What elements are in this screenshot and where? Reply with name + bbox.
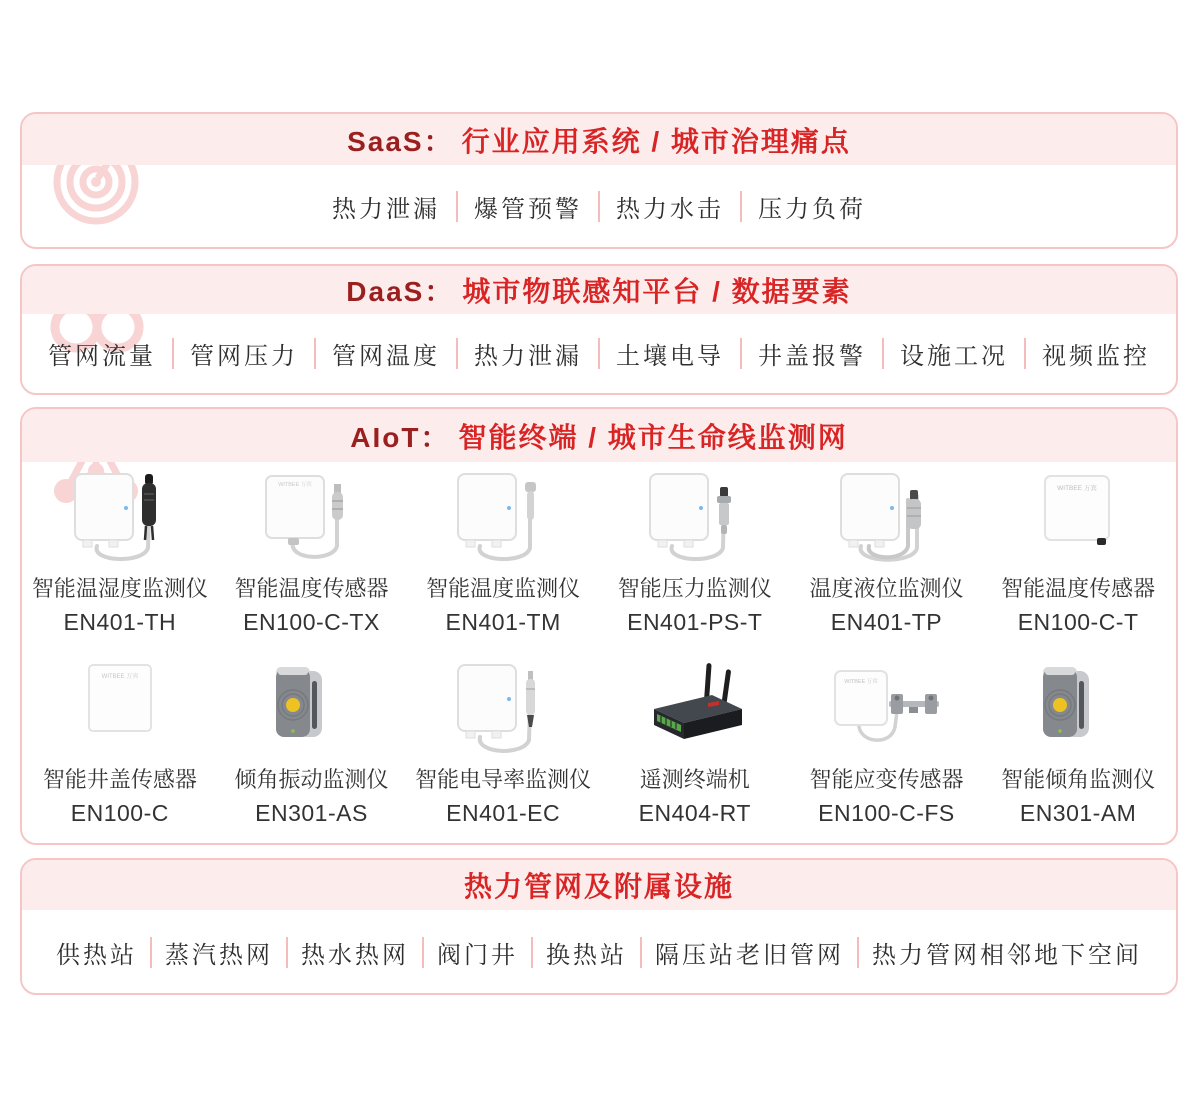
list-item: 管网压力 — [173, 336, 315, 371]
saas-title — [347, 120, 851, 160]
product-model: EN401-TP — [830, 609, 943, 635]
product-name: 温度液位监测仪 — [809, 576, 964, 601]
product-name: 倾角振动监测仪 — [234, 767, 389, 792]
product-model: EN301-AS — [255, 800, 368, 826]
list-item: 设施工况 — [883, 336, 1025, 371]
product-model: EN404-RT — [638, 800, 751, 826]
daas-title — [346, 270, 851, 310]
device-tilt-vibration-monitor-image — [236, 661, 386, 757]
list-item: 井盖报警 — [741, 336, 883, 371]
device-temp-monitor-image — [428, 470, 578, 566]
product-name: 智能井盖传感器 — [42, 767, 197, 792]
list-item: 热力水击 — [599, 189, 741, 224]
device-manhole-sensor-image — [45, 661, 195, 757]
product-model: EN401-TM — [445, 609, 561, 635]
panel-daas — [20, 264, 1178, 395]
product-name: 智能电导率监测仪 — [415, 767, 592, 792]
product-cell — [216, 661, 408, 845]
daas-header-band — [22, 266, 1176, 314]
device-temp-level-monitor-image — [811, 470, 961, 566]
svg-text:WITBEE 万宾: WITBEE 万宾 — [1057, 485, 1097, 492]
product-name: 遥测终端机 — [639, 767, 750, 792]
product-cell — [599, 661, 791, 845]
svg-text:WITBEE 万宾: WITBEE 万宾 — [844, 679, 879, 685]
svg-text:WITBEE 万宾: WITBEE 万宾 — [101, 674, 139, 680]
product-cell — [407, 470, 599, 661]
device-strain-sensor-image — [811, 661, 961, 757]
svg-text:WITBEE 万宾: WITBEE 万宾 — [278, 482, 313, 488]
product-name: 智能温度传感器 — [1001, 576, 1156, 601]
product-model: EN100-C-T — [1017, 609, 1139, 635]
product-cell — [24, 661, 216, 845]
saas-items — [22, 165, 1176, 247]
daas-title-prefix: DaaS： — [346, 276, 455, 307]
list-item: 压力负荷 — [741, 189, 883, 224]
aiot-header-band — [22, 409, 1176, 462]
aiot-title-main: 智能终端 / 城市生命线监测网 — [458, 421, 848, 453]
product-cell — [407, 661, 599, 845]
facilities-title-main: 热力管网及附属设施 — [463, 871, 734, 902]
device-temp-sensor-image — [236, 470, 386, 566]
product-model: EN100-C-FS — [818, 800, 955, 826]
list-item: 热水热网 — [287, 935, 423, 970]
product-model: EN100-C — [70, 800, 169, 826]
list-item: 热力管网相邻地下空间 — [858, 935, 1156, 970]
list-item: 管网温度 — [315, 336, 457, 371]
product-name: 智能温度传感器 — [234, 576, 389, 601]
list-item: 热力泄漏 — [332, 195, 440, 223]
panel-saas — [20, 112, 1178, 249]
product-model: EN100-C-TX — [243, 609, 380, 635]
list-item: 换热站 — [532, 935, 641, 970]
list-item: 爆管预警 — [457, 189, 599, 224]
product-name: 智能温湿度监测仪 — [31, 576, 208, 601]
device-tilt-monitor-image — [1003, 661, 1153, 757]
product-cell — [599, 470, 791, 661]
device-conductivity-monitor-image — [428, 661, 578, 757]
list-item: 视频监控 — [1025, 336, 1167, 371]
product-name: 智能温度监测仪 — [426, 576, 581, 601]
daas-items — [22, 314, 1176, 393]
product-model: EN401-PS-T — [627, 609, 763, 635]
product-cell — [982, 661, 1174, 845]
list-item: 蒸汽热网 — [151, 935, 287, 970]
list-item: 热力泄漏 — [457, 336, 599, 371]
facilities-items — [22, 910, 1176, 995]
device-pressure-monitor-image — [620, 470, 770, 566]
aiot-title — [350, 416, 848, 456]
product-name: 智能压力监测仪 — [617, 576, 772, 601]
saas-header-band — [22, 114, 1176, 165]
product-model: EN301-AM — [1019, 800, 1137, 826]
product-cell — [216, 470, 408, 661]
saas-title-main: 行业应用系统 / 城市治理痛点 — [461, 125, 851, 157]
saas-title-prefix: SaaS： — [347, 125, 454, 157]
device-rtu-router-image — [620, 661, 770, 757]
list-item: 土壤电导 — [599, 336, 741, 371]
product-cell — [791, 661, 983, 845]
facilities-title — [464, 865, 734, 905]
device-temp-humidity-monitor-image — [45, 470, 195, 566]
product-model: EN401-TH — [63, 609, 177, 635]
daas-title-main: 城市物联感知平台 / 数据要素 — [462, 276, 852, 307]
panel-facilities — [20, 858, 1178, 995]
product-name: 智能倾角监测仪 — [1001, 767, 1156, 792]
product-cell — [791, 470, 983, 661]
product-name: 智能应变传感器 — [809, 767, 964, 792]
list-item: 阀门井 — [423, 935, 532, 970]
panel-aiot — [20, 407, 1178, 845]
device-temp-sensor-flat-image — [1003, 470, 1153, 566]
list-item: 管网流量 — [48, 343, 156, 370]
facilities-header-band — [22, 860, 1176, 910]
aiot-title-prefix: AIoT： — [350, 421, 451, 453]
product-cell — [24, 470, 216, 661]
product-grid — [22, 462, 1176, 845]
product-cell — [982, 470, 1174, 661]
product-model: EN401-EC — [446, 800, 561, 826]
list-item: 隔压站老旧管网 — [641, 935, 858, 970]
list-item: 供热站 — [56, 942, 137, 969]
